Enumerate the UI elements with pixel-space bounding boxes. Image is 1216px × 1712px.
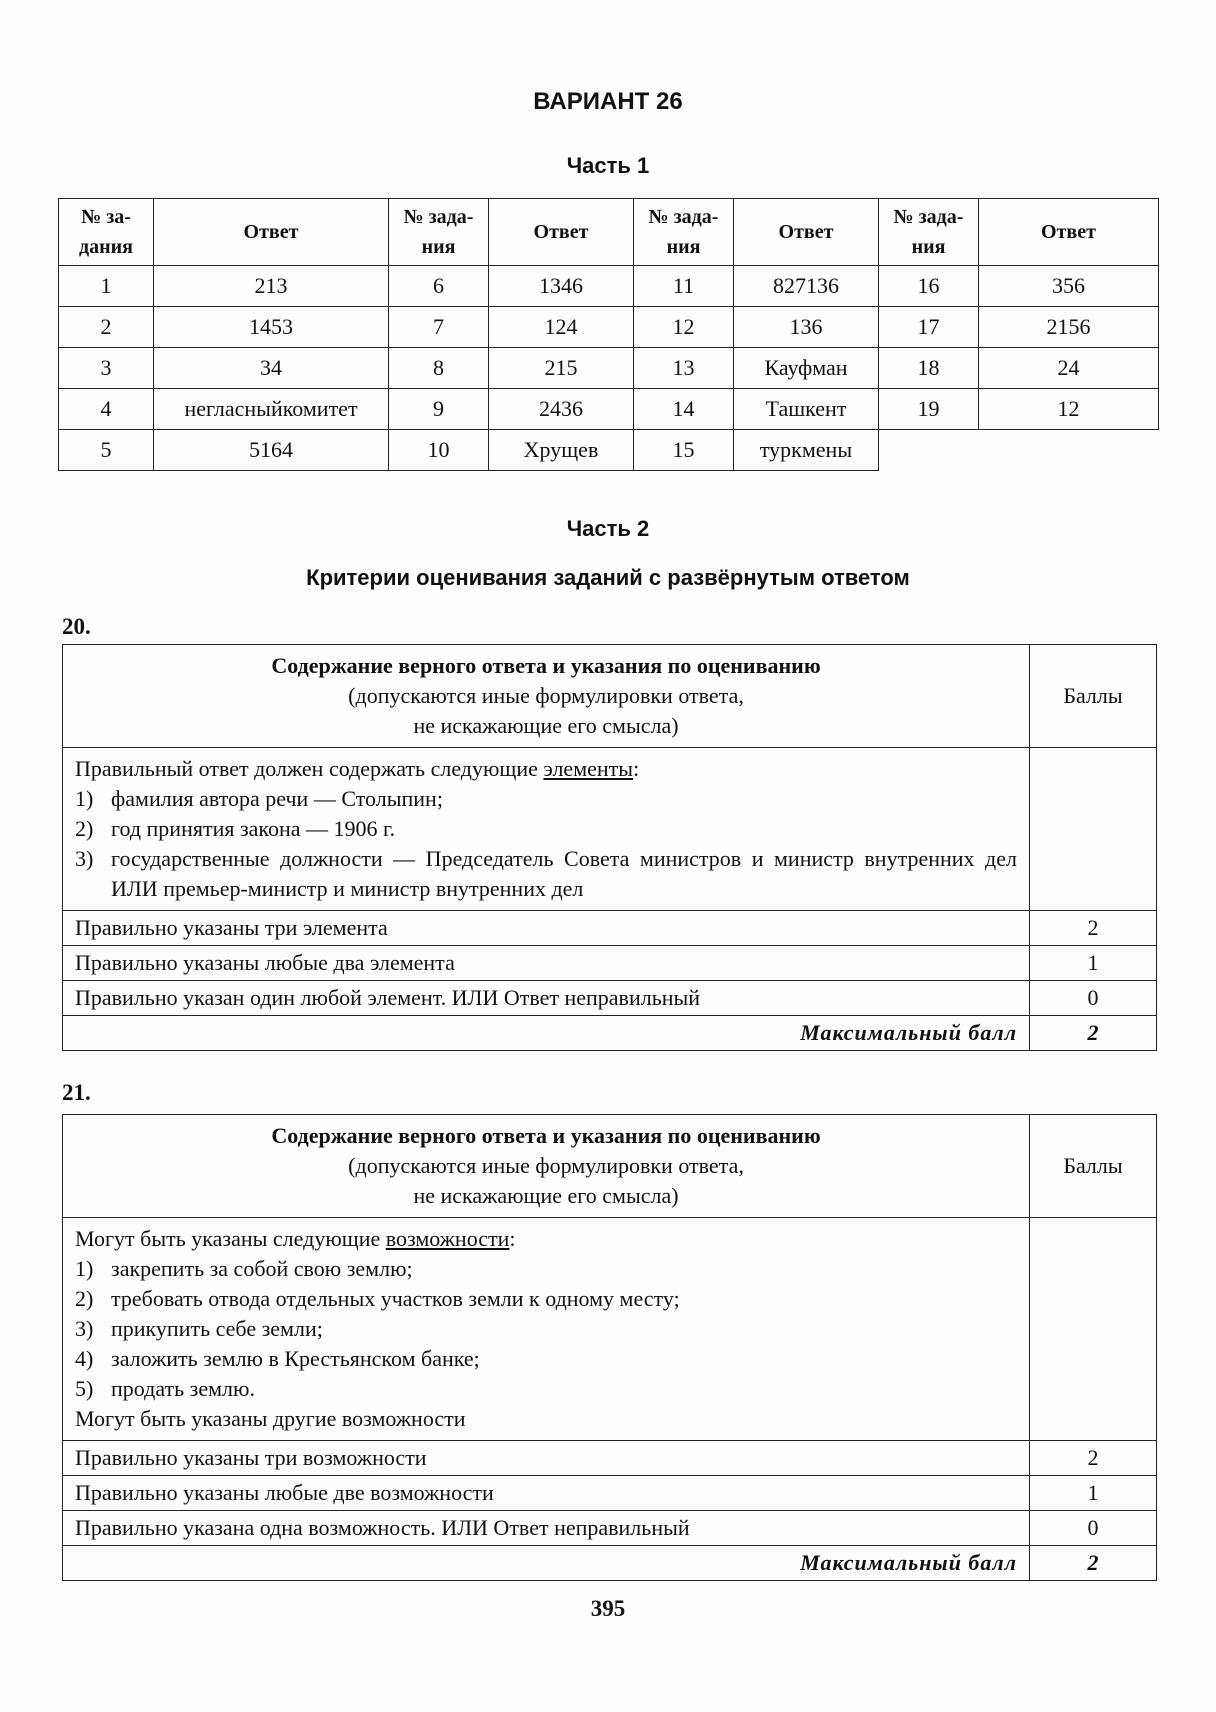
max-score-row <box>63 1546 1157 1581</box>
list-item <box>75 784 1017 814</box>
task-number-cell: 19 <box>879 389 979 430</box>
part1-heading: Часть 1 <box>566 153 650 178</box>
max-score-value: 2 <box>1030 1546 1157 1581</box>
score-row <box>63 1511 1157 1546</box>
empty-cell <box>1030 748 1157 911</box>
content-header <box>63 645 1030 748</box>
intro <box>75 1224 1017 1254</box>
score-value: 2 <box>1030 911 1157 946</box>
item-text: требовать отвода отдельных участков земли к одному месту; <box>111 1286 680 1311</box>
answers-row <box>59 389 1159 430</box>
intro-text: Могут быть указаны следующие <box>75 1226 386 1251</box>
task-number-cell: 9 <box>389 389 489 430</box>
header-num: № зада- <box>893 206 964 228</box>
answer-cell: 213 <box>154 266 389 307</box>
max-score-row <box>63 1016 1157 1051</box>
answer-content-row <box>63 1218 1157 1441</box>
empty-cell <box>1030 1218 1157 1441</box>
task-number: 21. <box>62 1080 91 1105</box>
answer-cell: 24 <box>979 348 1159 389</box>
answer-content <box>63 748 1030 911</box>
page-number: 395 <box>590 1596 626 1621</box>
max-score-label: Максимальный балл <box>63 1546 1030 1581</box>
item-number: 2) <box>75 816 94 841</box>
item-number: 5) <box>75 1376 94 1401</box>
empty-cell <box>979 430 1159 471</box>
score-value: 0 <box>1030 1511 1157 1546</box>
item-text: закрепить за собой свою землю; <box>111 1256 413 1281</box>
score-value: 1 <box>1030 946 1157 981</box>
answer-cell: 1346 <box>489 266 634 307</box>
intro-text: : <box>633 756 640 781</box>
intro-keyword: элементы <box>543 756 634 781</box>
score-criterion: Правильно указаны любые две возможности <box>63 1476 1030 1511</box>
item-text: год принятия закона — 1906 г. <box>111 816 396 841</box>
answers-row <box>59 307 1159 348</box>
task-number-cell: 1 <box>59 266 154 307</box>
list-item <box>75 1254 1017 1284</box>
item-text: фамилия автора речи — Столыпин; <box>111 786 443 811</box>
answers-row <box>59 266 1159 307</box>
answers-row <box>59 430 1159 471</box>
task21-criteria-table <box>62 1114 1157 1581</box>
answer-cell: 34 <box>154 348 389 389</box>
score-row <box>63 946 1157 981</box>
intro-text: : <box>509 1226 516 1251</box>
item-number: 3) <box>75 1316 94 1341</box>
header-line: Содержание верного ответа и указания по оцениванию <box>271 1123 821 1148</box>
task-number-cell: 16 <box>879 266 979 307</box>
variant-title: ВАРИАНТ 26 <box>533 88 683 115</box>
header-num: ния <box>911 236 946 258</box>
answer-cell: 12 <box>979 389 1159 430</box>
points-header: Баллы <box>1030 1115 1157 1218</box>
empty-cell <box>879 430 979 471</box>
task-number-cell: 15 <box>634 430 734 471</box>
list-item <box>75 1284 1017 1314</box>
answers-table <box>58 198 1159 471</box>
max-score-value: 2 <box>1030 1016 1157 1051</box>
header-line: не искажающие его смысла) <box>413 1183 679 1208</box>
points-header: Баллы <box>1030 645 1157 748</box>
intro-keyword: возможности <box>385 1226 510 1251</box>
answer-cell: 827136 <box>734 266 879 307</box>
item-number: 4) <box>75 1346 94 1371</box>
item-text: продать землю. <box>111 1376 255 1401</box>
intro-text: Правильный ответ должен содержать следующие <box>75 756 544 781</box>
answer-cell: Кауфман <box>734 348 879 389</box>
score-value: 1 <box>1030 1476 1157 1511</box>
item-text: заложить землю в Крестьянском банке; <box>111 1346 480 1371</box>
item-number: 3) <box>75 846 94 871</box>
criteria-header-row <box>63 645 1157 748</box>
score-criterion: Правильно указана одна возможность. ИЛИ Ответ неправильный <box>63 1511 1030 1546</box>
answer-cell: 2156 <box>979 307 1159 348</box>
list-item <box>75 1374 1017 1404</box>
header-answer: Ответ <box>489 199 634 266</box>
header-num: ния <box>421 236 456 258</box>
task-number-cell: 18 <box>879 348 979 389</box>
answer-cell: 136 <box>734 307 879 348</box>
content-header <box>63 1115 1030 1218</box>
score-criterion: Правильно указан один любой элемент. ИЛИ Ответ неправильный <box>63 981 1030 1016</box>
score-row <box>63 911 1157 946</box>
answer-content <box>63 1218 1030 1441</box>
answer-cell: 356 <box>979 266 1159 307</box>
header-num: ния <box>666 236 701 258</box>
list-item <box>75 844 1017 904</box>
item-number: 1) <box>75 786 94 811</box>
answer-cell: 2436 <box>489 389 634 430</box>
header-line: не искажающие его смысла) <box>413 713 679 738</box>
header-line: Содержание верного ответа и указания по оцениванию <box>271 653 821 678</box>
list-item <box>75 814 1017 844</box>
task-number-cell: 4 <box>59 389 154 430</box>
answer-content-row <box>63 748 1157 911</box>
task-number-cell: 17 <box>879 307 979 348</box>
score-value: 0 <box>1030 981 1157 1016</box>
intro <box>75 754 1017 784</box>
header-answer: Ответ <box>734 199 879 266</box>
task-number-cell: 14 <box>634 389 734 430</box>
header-num: № зада- <box>648 206 719 228</box>
task-number-cell: 6 <box>389 266 489 307</box>
header-line: (допускаются иные формулировки ответа, <box>348 1153 744 1178</box>
answer-cell: 215 <box>489 348 634 389</box>
score-row <box>63 1441 1157 1476</box>
score-row <box>63 981 1157 1016</box>
part2-heading: Часть 2 <box>566 516 650 541</box>
task-number-cell: 2 <box>59 307 154 348</box>
header-num: № за- <box>81 206 131 228</box>
task-number-cell: 8 <box>389 348 489 389</box>
task-number-cell: 10 <box>389 430 489 471</box>
answer-cell: Ташкент <box>734 389 879 430</box>
answers-row <box>59 348 1159 389</box>
header-num: дания <box>79 236 133 258</box>
outro: Могут быть указаны другие возможности <box>75 1406 466 1431</box>
max-score-label: Максимальный балл <box>63 1016 1030 1051</box>
criteria-header-row <box>63 1115 1157 1218</box>
criteria-title: Критерии оценивания заданий с развёрнутым ответом <box>306 565 910 590</box>
task-number-cell: 3 <box>59 348 154 389</box>
answer-cell: туркмены <box>734 430 879 471</box>
task-number-cell: 13 <box>634 348 734 389</box>
task-number: 20. <box>62 614 91 639</box>
header-answer: Ответ <box>979 199 1159 266</box>
item-text: государственные должности — Председатель Совета министров и министр внутренних дел ИЛИ премьер-министр и министр внутренних дел <box>111 846 1017 901</box>
score-criterion: Правильно указаны любые два элемента <box>63 946 1030 981</box>
task-number-cell: 12 <box>634 307 734 348</box>
score-value: 2 <box>1030 1441 1157 1476</box>
score-criterion: Правильно указаны три возможности <box>63 1441 1030 1476</box>
answer-cell: 5164 <box>154 430 389 471</box>
task-number-cell: 7 <box>389 307 489 348</box>
score-criterion: Правильно указаны три элемента <box>63 911 1030 946</box>
item-number: 1) <box>75 1256 94 1281</box>
task20-criteria-table <box>62 644 1157 1051</box>
header-line: (допускаются иные формулировки ответа, <box>348 683 744 708</box>
answer-cell: 1453 <box>154 307 389 348</box>
score-row <box>63 1476 1157 1511</box>
answer-cell: Хрущев <box>489 430 634 471</box>
answer-cell: 124 <box>489 307 634 348</box>
list-item <box>75 1314 1017 1344</box>
item-text: прикупить себе земли; <box>111 1316 323 1341</box>
task-number-cell: 11 <box>634 266 734 307</box>
answers-header-row <box>59 199 1159 266</box>
answer-cell: негласныйкомитет <box>154 389 389 430</box>
item-number: 2) <box>75 1286 94 1311</box>
task-number-cell: 5 <box>59 430 154 471</box>
list-item <box>75 1344 1017 1374</box>
header-num: № зада- <box>403 206 474 228</box>
header-answer: Ответ <box>154 199 389 266</box>
